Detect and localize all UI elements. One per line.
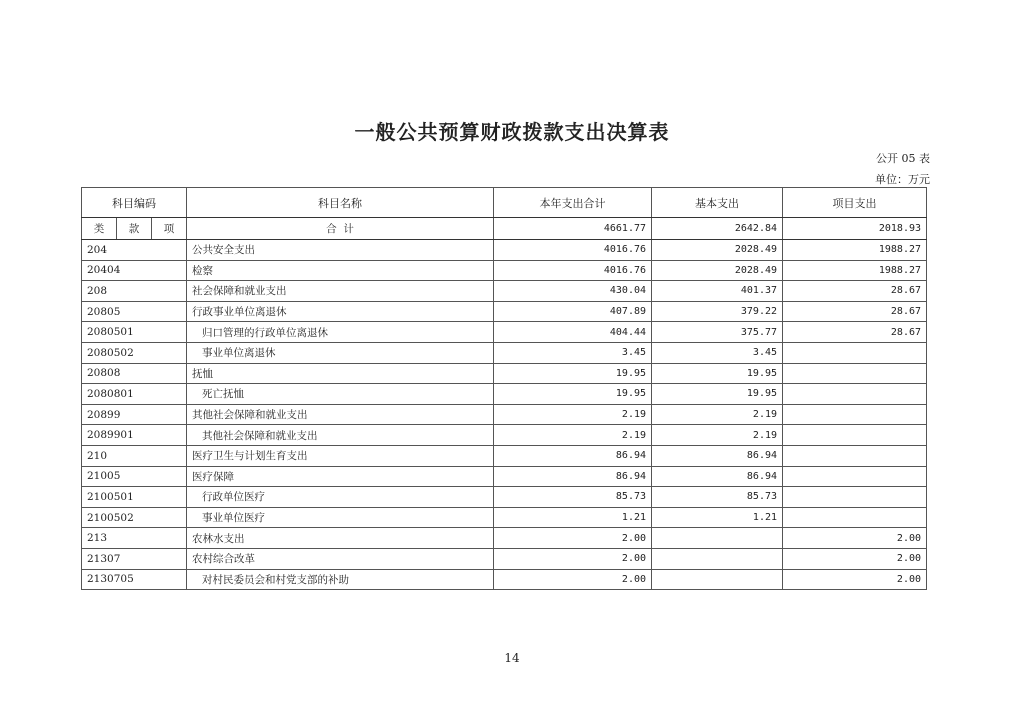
row-basic: 375.77 (652, 322, 783, 343)
row-name (187, 342, 494, 363)
row-name-text: 农村综合改革 (192, 553, 256, 566)
row-total: 2.00 (494, 548, 652, 569)
row-code: 20805 (82, 301, 187, 322)
row-code: 21005 (82, 466, 187, 487)
row-name (187, 240, 494, 261)
total-row-basic: 2642.84 (652, 218, 783, 240)
row-total: 4016.76 (494, 260, 652, 281)
row-basic: 2028.49 (652, 240, 783, 261)
row-code: 210 (82, 445, 187, 466)
row-basic: 86.94 (652, 466, 783, 487)
row-basic (652, 569, 783, 590)
row-project: 1988.27 (783, 240, 927, 261)
row-project (783, 507, 927, 528)
row-basic (652, 528, 783, 549)
row-total: 86.94 (494, 466, 652, 487)
row-project (783, 363, 927, 384)
row-name-text: 社会保障和就业支出 (192, 285, 287, 298)
row-name (187, 445, 494, 466)
row-code: 2130705 (82, 569, 187, 590)
row-name-text: 行政事业单位离退休 (192, 306, 287, 319)
row-basic: 2.19 (652, 425, 783, 446)
row-name (187, 548, 494, 569)
subheader-xiang: 项 (152, 218, 187, 240)
total-row-project: 2018.93 (783, 218, 927, 240)
row-project: 2.00 (783, 569, 927, 590)
table-row (82, 507, 927, 528)
row-basic: 2.19 (652, 404, 783, 425)
row-project: 2.00 (783, 548, 927, 569)
row-name-text: 死亡抚恤 (202, 388, 245, 401)
row-name (187, 404, 494, 425)
table-header-row (82, 188, 927, 218)
table-row (82, 569, 927, 590)
row-name (187, 466, 494, 487)
row-name (187, 363, 494, 384)
row-name (187, 507, 494, 528)
row-code: 2080801 (82, 384, 187, 405)
row-total: 407.89 (494, 301, 652, 322)
row-name (187, 384, 494, 405)
row-basic: 2028.49 (652, 260, 783, 281)
row-project: 28.67 (783, 301, 927, 322)
row-code: 2089901 (82, 425, 187, 446)
table-row (82, 363, 927, 384)
row-code: 213 (82, 528, 187, 549)
header-name: 科目名称 (187, 188, 494, 218)
row-basic: 85.73 (652, 487, 783, 508)
row-name (187, 487, 494, 508)
table-row (82, 342, 927, 363)
row-total: 19.95 (494, 384, 652, 405)
table-row (82, 281, 927, 302)
row-project (783, 384, 927, 405)
row-total: 85.73 (494, 487, 652, 508)
row-code: 2080502 (82, 342, 187, 363)
row-total: 2.19 (494, 404, 652, 425)
header-project: 项目支出 (783, 188, 927, 218)
table-row (82, 528, 927, 549)
table-row (82, 466, 927, 487)
row-basic: 3.45 (652, 342, 783, 363)
row-code: 208 (82, 281, 187, 302)
expenditure-table (81, 187, 927, 590)
row-basic: 86.94 (652, 445, 783, 466)
row-code: 2100501 (82, 487, 187, 508)
row-name (187, 528, 494, 549)
row-name-text: 行政单位医疗 (202, 491, 266, 504)
row-name-text: 归口管理的行政单位离退休 (202, 326, 329, 339)
row-total: 2.00 (494, 528, 652, 549)
row-code: 20808 (82, 363, 187, 384)
table-row (82, 240, 927, 261)
row-project (783, 466, 927, 487)
row-project: 2.00 (783, 528, 927, 549)
row-project: 28.67 (783, 322, 927, 343)
page-title: 一般公共预算财政拨款支出决算表 (354, 120, 670, 144)
table-row (82, 384, 927, 405)
table-row (82, 260, 927, 281)
row-code: 20404 (82, 260, 187, 281)
row-code: 2100502 (82, 507, 187, 528)
row-name-text: 医疗卫生与计划生育支出 (192, 450, 308, 463)
row-project: 28.67 (783, 281, 927, 302)
table-row (82, 487, 927, 508)
row-total: 3.45 (494, 342, 652, 363)
row-total: 4016.76 (494, 240, 652, 261)
total-row-total: 4661.77 (494, 218, 652, 240)
row-total: 19.95 (494, 363, 652, 384)
row-name-text: 公共安全支出 (192, 244, 256, 257)
row-project: 1988.27 (783, 260, 927, 281)
row-basic: 401.37 (652, 281, 783, 302)
row-code: 21307 (82, 548, 187, 569)
table-row (82, 445, 927, 466)
row-name (187, 301, 494, 322)
row-basic: 19.95 (652, 363, 783, 384)
row-basic: 379.22 (652, 301, 783, 322)
row-name-text: 事业单位离退休 (202, 347, 276, 360)
total-row-label: 合 计 (187, 218, 494, 240)
row-name-text: 抚恤 (192, 367, 214, 380)
row-name-text: 检察 (192, 264, 214, 277)
row-project (783, 404, 927, 425)
subheader-kuan: 款 (117, 218, 152, 240)
table-row (82, 425, 927, 446)
row-name (187, 260, 494, 281)
row-total: 2.19 (494, 425, 652, 446)
header-basic: 基本支出 (652, 188, 783, 218)
table-row (82, 404, 927, 425)
row-basic: 1.21 (652, 507, 783, 528)
row-name-text: 其他社会保障和就业支出 (192, 409, 308, 422)
table-row (82, 322, 927, 343)
row-basic: 19.95 (652, 384, 783, 405)
row-total: 86.94 (494, 445, 652, 466)
unit-label: 单位：万元 (875, 173, 930, 186)
row-name-text: 农林水支出 (192, 532, 245, 545)
row-total: 430.04 (494, 281, 652, 302)
row-name-text: 医疗保障 (192, 470, 235, 483)
row-name (187, 569, 494, 590)
row-name-text: 事业单位医疗 (202, 512, 266, 525)
row-name-text: 其他社会保障和就业支出 (202, 429, 318, 442)
row-code: 204 (82, 240, 187, 261)
subheader-lei: 类 (82, 218, 117, 240)
row-total: 1.21 (494, 507, 652, 528)
row-total: 404.44 (494, 322, 652, 343)
row-code: 20899 (82, 404, 187, 425)
row-project (783, 445, 927, 466)
row-project (783, 487, 927, 508)
row-basic (652, 548, 783, 569)
header-total: 本年支出合计 (494, 188, 652, 218)
table-row (82, 301, 927, 322)
page-number: 14 (504, 651, 520, 665)
row-total: 2.00 (494, 569, 652, 590)
form-number: 公开 05 表 (876, 152, 930, 165)
header-code: 科目编码 (82, 188, 187, 218)
row-project (783, 425, 927, 446)
row-project (783, 342, 927, 363)
row-name (187, 281, 494, 302)
row-name-text: 对村民委员会和村党支部的补助 (202, 573, 350, 586)
row-name (187, 322, 494, 343)
row-name (187, 425, 494, 446)
table-row (82, 548, 927, 569)
row-code: 2080501 (82, 322, 187, 343)
table-subheader-row (82, 218, 927, 240)
